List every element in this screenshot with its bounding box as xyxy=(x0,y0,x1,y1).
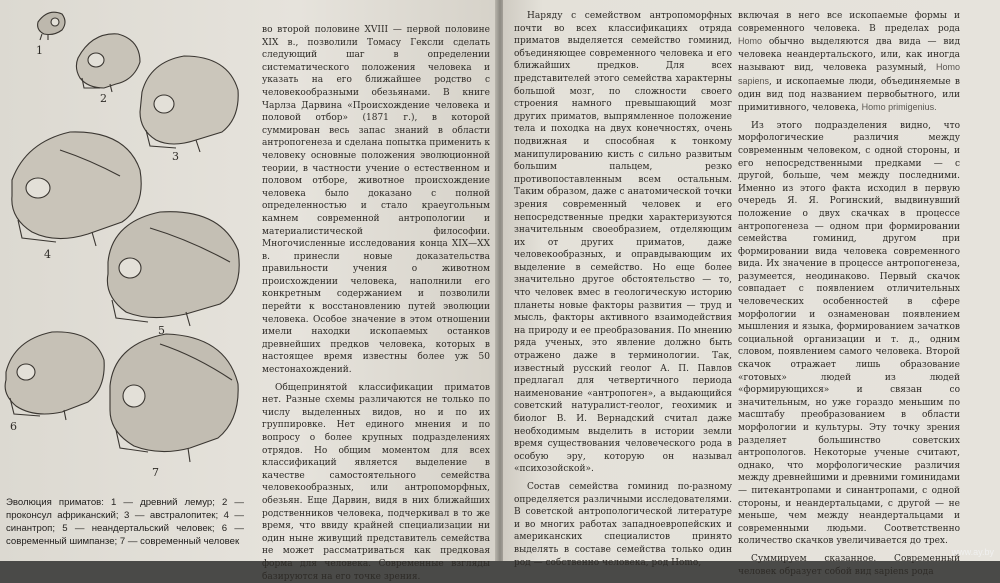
skull-modern-human xyxy=(110,334,238,462)
left-text-column xyxy=(262,24,490,583)
skull-neanderthal xyxy=(107,212,239,326)
figure-number-3: 3 xyxy=(172,150,179,163)
right-text-column xyxy=(738,10,960,578)
skull-lemur xyxy=(38,12,65,40)
paragraph xyxy=(738,10,960,115)
text-run: , и ископаемые люди, объединяемые в один вид под названием первобытного, или примитивного, человека, xyxy=(738,76,960,114)
skull-australopithecus xyxy=(140,56,238,152)
latin-term: Homo xyxy=(738,36,763,47)
paragraph: Состав семейства гоминид по-разному определяется различными исследователями. В советской антропологической литературе и во многих работах западноевропейских и американских специалистов принято выделять в составе семейства только один род — собственно человека, род Homo, xyxy=(514,481,732,568)
figure-number-7: 7 xyxy=(152,466,159,479)
primate-skull-illustrations xyxy=(0,0,250,495)
skulls-drawing xyxy=(0,0,250,495)
paragraph: Общепринятой классификации приматов нет. Разные схемы различаются не только по числу выделенных видов, но и по их группировке. Нет единого мнения и по вопросу о более крупных подразделениях отрядов. Но общим моментом для всех классификаций является выделение в качестве самостоятельного семейства человекообразных, или антропоморфных, обезьян. Еще Дарвин, видя в них ближайших родственников человека, подчеркивал в то же время, что ввиду крайней специализации ни один ныне живущий представитель семейства не может рассматриваться как предковая форма для человека. Современные взгляды базируются на его точке зрения. xyxy=(262,382,490,582)
figure-number-5: 5 xyxy=(158,324,165,337)
figure-number-1: 1 xyxy=(36,44,43,57)
right-page xyxy=(503,0,1000,577)
latin-term: Homo sapiens xyxy=(738,62,960,86)
latin-term: Homo primigenius. xyxy=(861,102,937,113)
skull-sinanthropus xyxy=(12,132,141,246)
figure-number-4: 4 xyxy=(44,248,51,261)
skull-chimpanzee xyxy=(5,332,104,420)
text-run: включая в него все ископаемые формы и современного человека. В пределах рода xyxy=(738,11,960,34)
paragraph: Суммируем сказанное. Современный человек образует собой вид sapiens рода xyxy=(738,553,960,577)
paragraph: во второй половине XVIII — первой половине XIX в., позволили Томасу Гексли сделать следующий шаг в определении систематического положения человека и указать на его ближайшее родство с человекообразными обезьянами. В книге Чарлза Дарвина «Происхождение человека и половой отбор» (1871 г.), в которой суммирован весь запас знаний в области антропогенеза и сделана попытка применить к человеку основные положения эволюционной теории, в частности учение о естественном и половом отборе, животное происхождение человека было доказано с полной определенностью и стало краеугольным камнем современной антропологии и материалистической философии. Многочисленные исследования конца XIX—XX в. принесли новые доказательства правильности учения о животном происхождении человека, наполнили его конкретным содержанием и позволили перейти к восстановлению путей эволюции человека. Особое значение в этом отношении имели находки ископаемых останков древнейших предков человека, которых в настоящее время известны более уж 50 местонахождений. xyxy=(262,25,490,376)
skull-proconsul xyxy=(76,34,140,92)
paragraph: Наряду с семейством антропоморфных почти во всех классификациях отряда приматов выделяется семейство гоминид, объединяющее современного человека и его ближайших предков. Для всех представителей этого семейства характерны большой мозг, по сложности своего строения намного превышающий мозг других приматов, выпрямленное положение тела и походка на двух конечностях, очень подвижная и способная к тонкому манипулированию кисть с сильно развитым большим пальцем, резко противопоставленным всем остальным. Таким образом, даже с анатомической точки зрения современный человек и его непосредственные предки характеризуются значительным своеобразием, отделяющим их от других приматов, даже человекообразных, и оправдывающим их выделение в семейство. Но еще более значительно другое обстоятельство — то, что человек вмес в геологическую историю планеты новые факторы развития — труд и мысль, факторы активного взаимодействия на природу и ее преобразования. По мнению ряда ученых, это явление должно быть отражено даже в терминологии. Так, известный русский геолог А. П. Павлов предлагал для четвертичного периода наименование «антропоген», а выдающийся советский натуралист-геолог, геохимик и биолог В. И. Вернадский считал даже необходимым выделить в истории земли время существования человеческого рода в особую эру, которую он называл «психозойской». xyxy=(514,11,732,475)
figure-number-2: 2 xyxy=(100,92,107,105)
figure-caption: Эволюция приматов: 1 — древний лемур; 2 — проконсул африканский; 3 — австралопитек; 4 — синантроп; 5 — неандертальский человек; 6 — современный шимпанзе; 7 — современный человек xyxy=(6,497,244,547)
figure-number-6: 6 xyxy=(10,420,17,433)
watermark: www.ay.by xyxy=(951,547,994,557)
middle-text-column xyxy=(514,10,732,569)
left-page xyxy=(0,0,497,582)
text-run: обычно выделяются два вида — вид человека неандертальского, или, как иногда называют вид, человека разумный, xyxy=(738,37,960,74)
paragraph: Из этого подразделения видно, что морфологические различия между современным человеком, с одной стороны, и его непосредственными предками — с другой, больше, чем между последними. Именно из этого факта исходил в первую очередь Я. Я. Рогинский, выдвинувший положение о двух скачках в процессе антропогенеза — одном при формировании семейства гоминид, другом при формировании вида человека современного вида. Их значение в процессе антропогенеза, разумеется, неодинаково. Первый скачок совпадает с появлением отличительных человеческих особенностей в сфере морфологии и ознаменован появлением мышления и языка, формированием зачатков социальной организации и т. д., одним словом, появлением самого человека. Второй скачок отражает лишь образование «готовых» людей из людей «формирующихся» и связан со значительным, но уже гораздо меньшим по масштабу преобразованием в области морфологии и культуры. Эту точку зрения разделяет большинство советских антропологов. Некоторые ученые считают, однако, что морфологические различия между древнейшими и древними гоминидами — питекантропами и синантропами, с одной стороны, и неандертальцами, с другой — не меньше, чем между неандертальцами и современными людьми. Соответственно количество скачков увеличивается до трех. xyxy=(738,120,960,547)
